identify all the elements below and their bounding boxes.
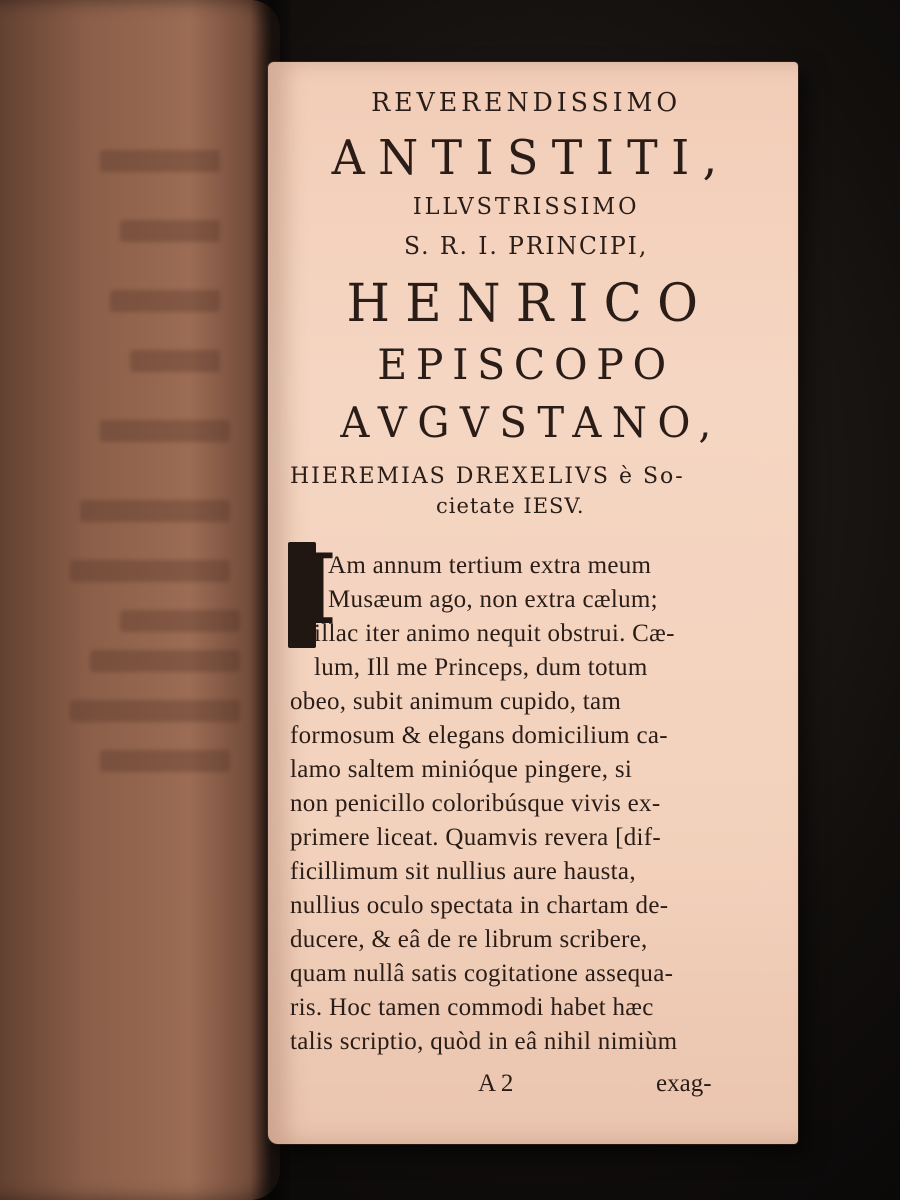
body-line-3: illac iter animo nequit obstrui. Cæ- xyxy=(314,620,675,647)
body-line-1: Am annum tertium extra meum xyxy=(328,552,652,579)
heading-line-2: ANTISTITI, xyxy=(331,130,731,186)
drop-cap-initial xyxy=(288,533,337,648)
body-line-4: lum, Ill me Princeps, dum totum xyxy=(314,654,648,681)
body-line-2: Musæum ago, non extra cælum; xyxy=(328,586,658,613)
body-line-15: talis scriptio, quòd in eâ nihil nimiùm xyxy=(290,1028,678,1055)
signature-mark: A 2 xyxy=(478,1070,514,1097)
heading-line-3: ILLVSTRISSIMO xyxy=(412,194,640,220)
body-line-13: quam nullâ satis cogitatione assequa- xyxy=(290,960,674,987)
body-line-5: obeo, subit animum cupido, tam xyxy=(290,688,622,715)
author-line-2: cietate IESV. xyxy=(436,494,585,518)
body-line-7: lamo saltem minióque pingere, si xyxy=(290,756,633,783)
body-line-10: ficillimum sit nullius aure hausta, xyxy=(290,858,636,885)
heading-line-7: AVGVSTANO, xyxy=(340,398,722,447)
body-line-6: formosum & elegans domicilium ca- xyxy=(290,722,668,749)
catchword: exag- xyxy=(656,1070,712,1097)
heading-line-6: EPISCOPO xyxy=(377,340,675,389)
heading-line-4: S. R. I. PRINCIPI, xyxy=(404,232,649,260)
left-page-bleed-through xyxy=(0,0,280,1200)
heading-line-1: REVERENDISSIMO xyxy=(371,88,682,118)
heading-line-5: HENRICO xyxy=(346,274,714,334)
author-line-1: HIEREMIAS DREXELIVS è So- xyxy=(290,464,685,489)
right-page xyxy=(268,62,798,1144)
body-line-8: non penicillo coloribúsque vivis ex- xyxy=(290,790,661,817)
body-line-14: ris. Hoc tamen commodi habet hæc xyxy=(290,994,654,1021)
drop-cap-letter: I xyxy=(292,533,337,646)
body-line-9: primere liceat. Quamvis revera [dif- xyxy=(290,824,662,851)
body-line-11: nullius oculo spectata in chartam de- xyxy=(290,892,669,919)
body-line-12: ducere, & eâ de re librum scribere, xyxy=(290,926,648,953)
